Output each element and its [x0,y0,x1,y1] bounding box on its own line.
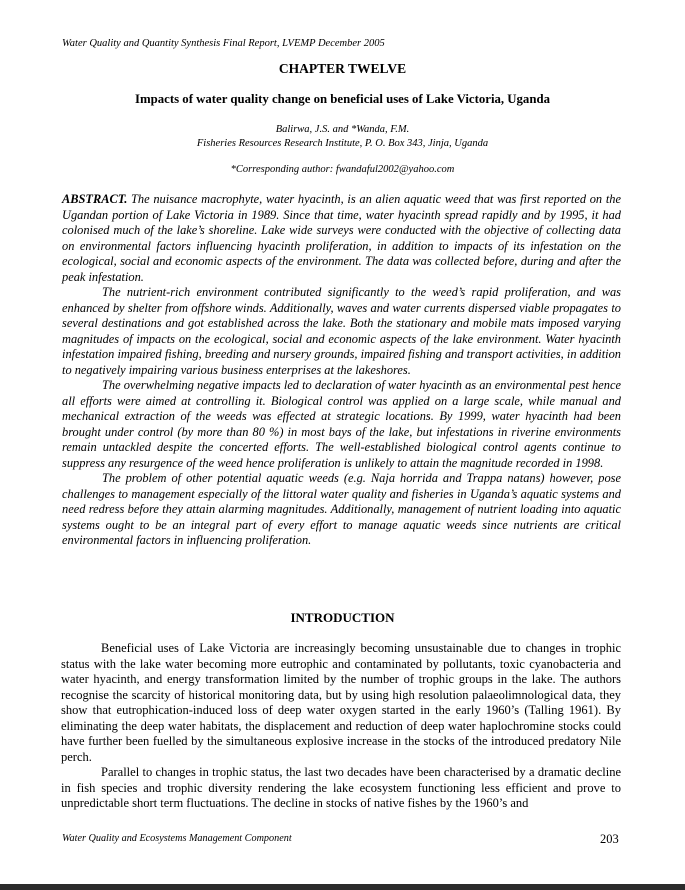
abstract-label: ABSTRACT. [62,192,128,206]
corresponding-author: *Corresponding author: fwandaful2002@yahoo.com [230,164,455,175]
chapter-heading: CHAPTER TWELVE [278,61,407,76]
introduction-heading: INTRODUCTION [290,610,395,625]
abstract-paragraph: The overwhelming negative impacts led to declaration of water hyacinth as an environmental pest hence all efforts were aimed at controlling it. Biological control was applied on a large scale, while manual and mechanical extraction of the weeds was effected at strategic locations. By 1999, water hyacinth had been brought under control (by more than 80 %) in most bays of the lake, but infestations in riverine environments remain untackled despite the concerted efforts. The well-established biological control agents continue to suppress any resurgence of the weed hence proliferation is unlikely to attain the magnitude recorded in 1998. [62,378,621,470]
abstract-paragraph: The problem of other potential aquatic weeds (e.g. Naja horrida and Trappa natans) however, pose challenges to management especially of the littoral water quality and fisheries in Uganda’s aquatic systems and need redress before they attain alarming magnitudes. Additionally, management of nutrient loading into aquatic systems ought to be an integral part of every effort to manage aquatic weeds since nutrients are critical environmental factors in influencing proliferation. [62,471,621,547]
intro-paragraph: Parallel to changes in trophic status, the last two decades have been characterised by a dramatic decline in fish species and trophic diversity rendering the lake ecosystem functioning less efficient and prove to unpredictable short term fluctuations. The decline in stocks of native fishes by the 1960’s and [61,765,621,810]
author-block [0,123,685,151]
author-affiliation: Fisheries Resources Research Institute, P. O. Box 343, Jinja, Uganda [196,138,489,149]
author-names: Balirwa, J.S. and *Wanda, F.M. [275,124,410,135]
abstract-text: The nuisance macrophyte, water hyacinth, is an alien aquatic weed that was first reported on the Ugandan portion of Lake Victoria in 1989. Since that time, water hyacinth spread rapidly and by 1995, it had colonised much of the lake’s shoreline. Lake wide surveys were conducted with the objective of collecting data on environmental factors influencing hyacinth proliferation, in addition to impacts of its infestation on the ecological, social and economic aspects of the environment. The data was collected before, during and after the peak infestation. [62,192,621,284]
abstract [62,192,621,549]
footer-component: Water Quality and Ecosystems Management Component [62,833,292,844]
page-number: 203 [600,832,619,846]
introduction-body [61,641,621,812]
viewer-bottom-bar [0,884,685,890]
intro-paragraph: Beneficial uses of Lake Victoria are increasingly becoming unsustainable due to changes in trophic status with the lake water becoming more eutrophic and contaminated by pollutants, toxic cyanobacteria and water hyacinth, and energy transformation limited by the number of trophic groups in the lake. The authors recognise the scarcity of historical monitoring data, but by using high resolution palaeolimnological data, they show that eutrophication-induced loss of deep water oxygen started in the early 1960’s (Talling 1961). By eliminating the deep water habitats, the displacement and reduction of deep water haplochromine stocks could have further been fuelled by the simultaneous explosive increase in the stocks of the introduced predatory Nile perch. [61,641,621,764]
paper-title: Impacts of water quality change on beneficial uses of Lake Victoria, Uganda [135,92,550,106]
abstract-paragraph: The nutrient-rich environment contributed significantly to the weed’s rapid proliferation, and was enhanced by shelter from offshore winds. Additionally, waves and water currents dispersed viable propagates to several destinations and got established across the lake. Both the stationary and mobile mats imposed varying magnitudes of impacts on the ecological, social and economic aspects of the lake environment. Water hyacinth infestation impaired fishing, breeding and nursery grounds, impaired fishing and transport activities, in addition to negatively impairing various business enterprises at the lakeshores. [62,285,621,377]
running-header: Water Quality and Quantity Synthesis Final Report, LVEMP December 2005 [62,38,385,49]
abstract-paragraph [62,192,621,285]
